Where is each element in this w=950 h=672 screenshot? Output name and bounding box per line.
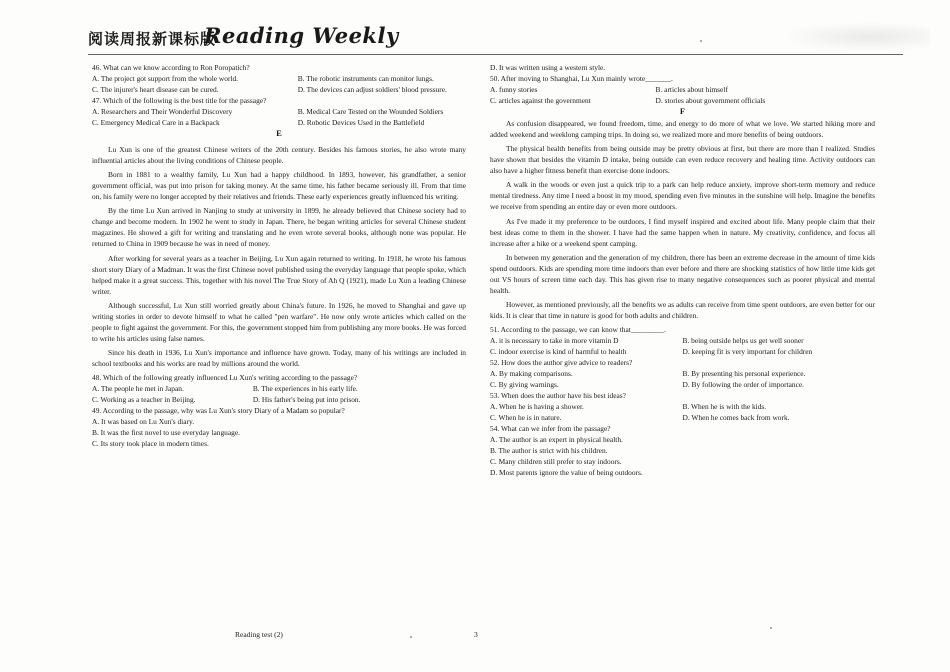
- q54-option-c: C. Many children still prefer to stay indoors.: [490, 457, 622, 467]
- q48-option-b: B. The experiences in his early life.: [252, 384, 358, 394]
- scan-speck: [410, 636, 412, 638]
- q52-option-d: D. By following the order of importance.: [682, 380, 805, 390]
- q53-options-ab: [490, 401, 875, 412]
- q48-options-ab: [92, 383, 466, 394]
- passage-f-paragraph-4: As I've made it my preference to be outdoors, I find myself inspired and excited about life. Many people claim that their best ideas come to them in the shower. I have had the same happen when in nature. My creativity, confidence, and focus all increase after a hike or a weekend spent camping.: [490, 216, 875, 248]
- q50-option-d: D. stories about government officials: [655, 96, 766, 105]
- q51-stem: 51. According to the passage, we can know that_________.: [490, 325, 666, 335]
- q46-option-b: B. The robotic instruments can monitor lungs.: [297, 74, 434, 83]
- q53-option-a: A. When he is having a shower.: [490, 402, 584, 412]
- q50-option-a: A. funny stories: [490, 85, 538, 94]
- q50-option-c: C. articles against the government: [490, 96, 591, 105]
- q54-stem: 54. What can we infer from the passage?: [490, 424, 611, 434]
- passage-f-paragraph-5: In between my generation and the generation of my children, there has been an extreme decrease in the amount of time kids spend outdoors. Kids are spending more time indoors than ever before and there are shocking statistics of how little time kids get out VS hours of screen time each day. This has given rise to many negative consequences such as poorer physical and mental health.: [490, 252, 875, 295]
- q47-option-c: C. Emergency Medical Care in a Backpack: [92, 118, 220, 127]
- passage-e-paragraph-4: After working for several years as a teacher in Beijing, Lu Xun again returned to writing. In 1918, he wrote his famous short story Diary of a Madman. It was the first Chinese novel published using the everyday language that people spoke, which helped make it a great success. This, together with his novel The True Story of Ah Q (1921), made Lu Xun a leading Chinese writer.: [92, 253, 466, 296]
- q47-option-a: A. Researchers and Their Wonderful Discovery: [92, 107, 233, 116]
- q51-option-b: B. being outside helps us get well sooner: [682, 336, 804, 346]
- q46-option-d: D. The devices can adjust soldiers' blood pressure.: [297, 85, 447, 94]
- section-e-heading: E: [276, 128, 282, 138]
- passage-e-paragraph-6: Since his death in 1936, Lu Xun's importance and influence have grown. Today, many of his writings are included in school textbooks and his works are read by millions around the world.: [92, 347, 466, 368]
- q50-stem: 50. After moving to Shanghai, Lu Xun mainly wrote_______.: [490, 74, 673, 83]
- passage-f-paragraph-6: However, as mentioned previously, all the benefits we as adults can receive from time spent outdoors, are even better for our kids. It is clear that time in nature is good for both adults and children.: [490, 299, 875, 320]
- q47-options-ab: [92, 106, 466, 117]
- passage-e-paragraph-2: Born in 1881 to a wealthy family, Lu Xun had a happy childhood. In 1893, however, his grandfather, a senior government official, was put into prison for taking money. At the same time, his father became seriously ill. From that time on, his family were no longer accepted by their relatives and friends. These early experiences greatly influenced his writing.: [92, 170, 466, 202]
- footer-page-number: 3: [474, 630, 478, 639]
- q50-options-cd: [490, 95, 875, 106]
- q48-stem: 48. Which of the following greatly influenced Lu Xun's writing according to the passage?: [92, 373, 358, 383]
- q49-stem: 49. According to the passage, why was Lu Xun's story Diary of a Madam so popular?: [92, 406, 345, 416]
- passage-f-paragraph-1: As confusion disappeared, we found freedom, time, and energy to do more of what we love. We started hiking more and added weekend and weeklong camping trips. In doing so, we realized more and more benefits of being outdoors.: [490, 119, 875, 139]
- header-rule: [88, 54, 903, 55]
- q47-stem: 47. Which of the following is the best title for the passage?: [92, 96, 267, 105]
- passage-e-paragraph-3: By the time Lu Xun arrived in Nanjing to study at university in 1899, he already believed that Chinese society had to change and become modern. In 1902 he went to study in Japan. There, he began writing articles for several Chinese student magazines. He showed a gift for writing and translating and he even wrote several books, although none was popular. He returned to China in 1909 because he was in need of money.: [92, 206, 466, 249]
- q53-option-d: D. When he comes back from work.: [682, 413, 790, 423]
- passage-e-paragraph-1: Lu Xun is one of the greatest Chinese writers of the 20th century. Besides his famous stories, he also wrote many influential articles about the living conditions of Chinese people.: [92, 145, 466, 165]
- q51-option-a: A. it is necessary to take in more vitamin D: [490, 336, 619, 346]
- q46-options-ab: [92, 73, 466, 84]
- q52-option-b: B. By presenting his personal experience.: [682, 369, 806, 379]
- q54-option-a: A. The author is an expert in physical health.: [490, 435, 623, 445]
- q53-option-b: B. When he is with the kids.: [682, 402, 767, 412]
- q51-options-cd: [490, 346, 875, 357]
- q52-option-a: A. By making comparisons.: [490, 369, 573, 379]
- q49-option-c: C. Its story took place in modern times.: [92, 439, 209, 449]
- q53-stem: 53. When does the author have his best ideas?: [490, 391, 626, 401]
- q52-options-ab: [490, 368, 875, 379]
- passage-f-paragraph-2: The physical health benefits from being outside may be pretty obvious at first, but there are more than I realized. Studies have shown that besides the vitamin D intake, being outside can even reduce recovery and healing time. Activity outdoors can also have a higher fitness benefit than exercise done indoors.: [490, 144, 875, 176]
- q53-options-cd: [490, 412, 875, 423]
- q51-options-ab: [490, 335, 875, 346]
- q48-option-a: A. The people he met in Japan.: [92, 384, 184, 394]
- section-f-heading: F: [679, 106, 686, 116]
- q53-option-c: C. When he is in nature.: [490, 413, 562, 423]
- passage-f-paragraph-3: A walk in the woods or even just a quick trip to a park can help reduce anxiety, improve short-term memory and reduce mental tiredness. Any time I need a boost in my mood, spending even five minutes in the sunshine will help. Imagine the benefits we receive from spending an entire day or even more outdoors.: [490, 180, 875, 212]
- q51-option-c: C. indoor exercise is kind of harmful to health: [490, 347, 627, 357]
- q49-option-b: B. It was the first novel to use everyday language.: [92, 428, 240, 438]
- q47-options-cd: [92, 117, 466, 128]
- q47-option-b: B. Medical Care Tested on the Wounded Soldiers: [297, 107, 444, 116]
- q46-option-c: C. The injurer's heart disease can be cured.: [92, 85, 219, 94]
- q48-option-c: C. Working as a teacher in Beijing.: [92, 395, 196, 405]
- q46-option-a: A. The project got support from the whole world.: [92, 74, 239, 83]
- header-chinese-title: 阅读周报新课标版: [88, 30, 217, 48]
- q54-option-b: B. The author is strict with his children.: [490, 446, 608, 456]
- q49-option-a: A. It was based on Lu Xun's diary.: [92, 417, 195, 427]
- q46-stem: 46. What can we know according to Ron Poropatich?: [92, 63, 250, 72]
- scan-speck: [770, 627, 772, 629]
- header-english-title: Reading Weekly: [204, 23, 399, 48]
- page-header: [88, 22, 898, 52]
- q52-options-cd: [490, 379, 875, 390]
- left-column: [92, 62, 466, 449]
- q52-stem: 52. How does the author give advice to readers?: [490, 358, 633, 368]
- q50-options-ab: [490, 84, 875, 95]
- q51-option-d: D. keeping fit is very important for children: [682, 347, 813, 357]
- q47-option-d: D. Robotic Devices Used in the Battlefield: [297, 118, 425, 127]
- q46-options-cd: [92, 84, 466, 95]
- footer-label: Reading test (2): [235, 630, 283, 639]
- q50-option-b: B. articles about himself: [655, 85, 728, 94]
- scan-speck: [700, 40, 702, 42]
- q48-option-d: D. His father's being put into prison.: [252, 395, 361, 405]
- passage-e-paragraph-5: Although successful, Lu Xun still worried greatly about China's future. In 1926, he moved to Shanghai and gave up writing stories in order to devote himself to what he called "pen warfare". He now only wrote articles which called on the people to fight against the government. For this, the government stopped him from publishing any more books. He was forced to write his articles using false names.: [92, 300, 466, 343]
- q54-option-d: D. Most parents ignore the value of being outdoors.: [490, 468, 643, 478]
- right-column: [490, 62, 875, 478]
- q48-options-cd: [92, 394, 466, 405]
- q52-option-c: C. By giving warnings.: [490, 380, 559, 390]
- q49-option-d: D. It was written using a western style.: [490, 63, 606, 72]
